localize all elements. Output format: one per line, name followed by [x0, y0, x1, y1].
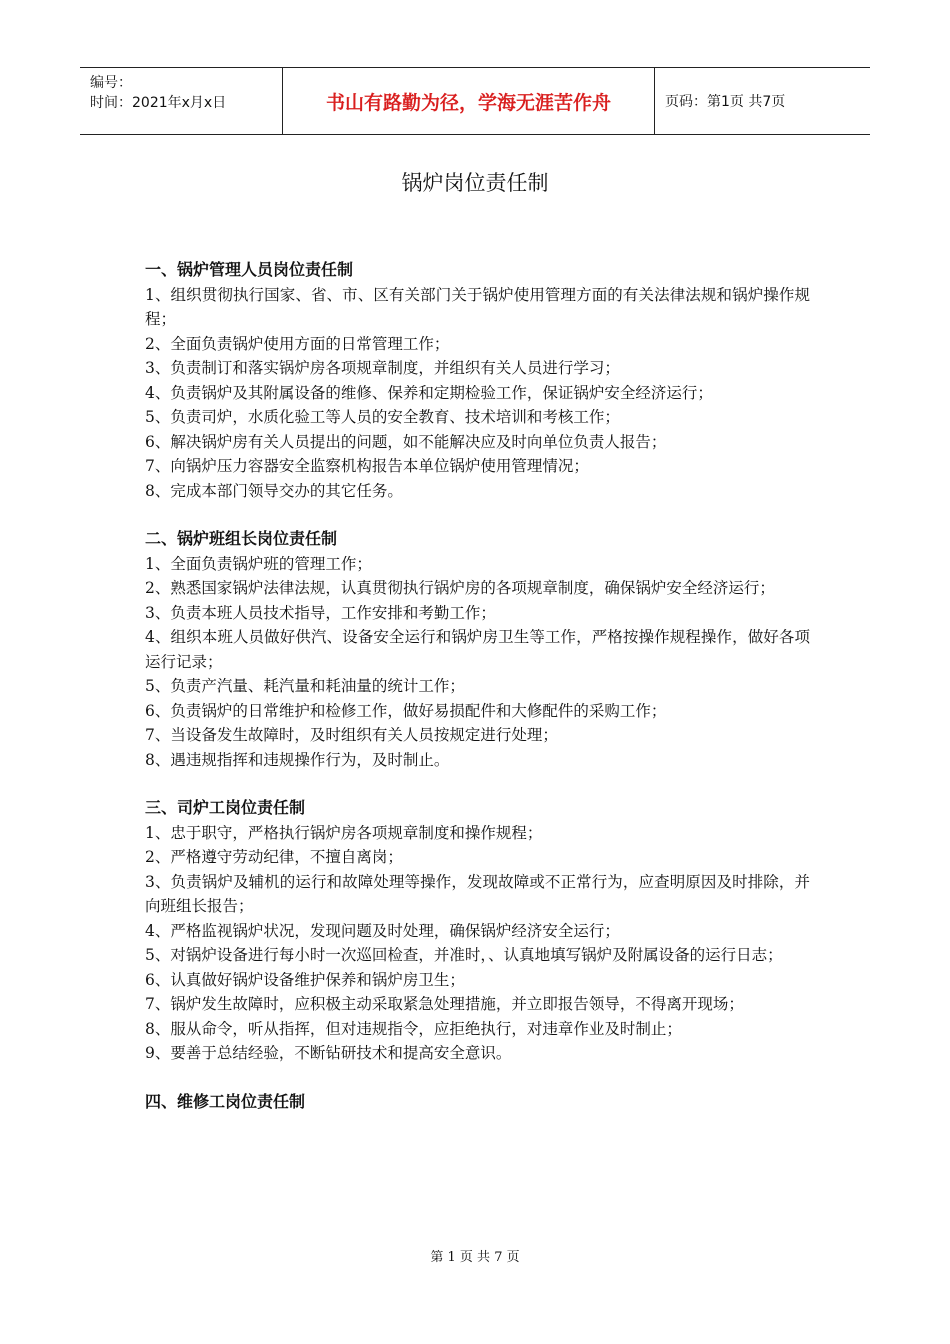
document-title: 锅炉岗位责任制 [401, 171, 549, 195]
section [145, 527, 810, 772]
section-heading: 二、锅炉班组长岗位责任制 [145, 529, 338, 548]
list-item: 4、严格监视锅炉状况，发现问题及时处理，确保锅炉经济安全运行； [145, 921, 620, 940]
list-item: 7、锅炉发生故障时，应积极主动采取紧急处理措施，并立即报告领导，不得离开现场； [145, 995, 744, 1013]
list-item: 8、完成本部门领导交办的其它任务。 [145, 481, 403, 500]
list-item: 8、服从命令，听从指挥，但对违规指令，应拒绝执行，对违章作业及时制止； [145, 1019, 682, 1038]
number-label: 编号： [90, 75, 132, 91]
header-meta [80, 68, 282, 134]
section [145, 258, 810, 503]
list-item: 5、对锅炉设备进行每小时一次巡回检查，并准时，、认真地填写锅炉及附属设备的运行日志； [145, 946, 783, 964]
list-item: 3、负责制订和落实锅炉房各项规章制度，并组织有关人员进行学习； [145, 359, 620, 377]
list-item: 5、负责产汽量、耗汽量和耗油量的统计工作； [145, 677, 465, 695]
page-header [80, 67, 870, 135]
list-item: 9、要善于总结经验，不断钻研技术和提高安全意识。 [145, 1044, 512, 1062]
header-motto: 书山有路勤为径，学海无涯苦作舟 [282, 68, 655, 134]
list-item: 7、向锅炉压力容器安全监察机构报告本单位锅炉使用管理情况； [145, 457, 589, 475]
list-item: 3、负责锅炉及辅机的运行和故障处理等操作，发现故障或不正常行为，应查明原因及时排除，并向班组长报告； [145, 872, 810, 915]
list-item: 1、组织贯彻执行国家、省、市、区有关部门关于锅炉使用管理方面的有关法律法规和锅炉操作规程； [145, 285, 810, 328]
list-item: 2、熟悉国家锅炉法律法规，认真贯彻执行锅炉房的各项规章制度，确保锅炉安全经济运行； [145, 579, 775, 597]
section [145, 796, 810, 1066]
list-item: 2、全面负责锅炉使用方面的日常管理工作； [145, 334, 450, 353]
date-label: 时间：2021年x月x日 [90, 95, 227, 111]
list-item: 6、认真做好锅炉设备维护保养和锅炉房卫生； [145, 970, 465, 989]
section-heading: 三、司炉工岗位责任制 [145, 798, 306, 817]
list-item: 6、负责锅炉的日常维护和检修工作，做好易损配件和大修配件的采购工作； [145, 701, 667, 720]
page-footer: 第 1 页 共 7 页 [430, 1250, 520, 1265]
list-item: 6、解决锅炉房有关人员提出的问题，如不能解决应及时向单位负责人报告； [145, 432, 667, 451]
section-heading: 一、锅炉管理人员岗位责任制 [145, 260, 354, 279]
list-item: 4、组织本班人员做好供汽、设备安全运行和锅炉房卫生等工作，严格按操作规程操作，做好各项运行记录； [145, 628, 810, 671]
list-item: 3、负责本班人员技术指导，工作安排和考勤工作； [145, 603, 496, 622]
list-item: 2、严格遵守劳动纪律，不擅自离岗； [145, 848, 403, 866]
list-item: 1、忠于职守，严格执行锅炉房各项规章制度和操作规程； [145, 823, 543, 842]
list-item: 7、当设备发生故障时，及时组织有关人员按规定进行处理； [145, 726, 558, 744]
list-item: 4、负责锅炉及其附属设备的维修、保养和定期检验工作，保证锅炉安全经济运行； [145, 383, 713, 402]
section [145, 1090, 810, 1115]
list-item: 5、负责司炉，水质化验工等人员的安全教育、技术培训和考核工作； [145, 408, 620, 426]
document-body [145, 258, 810, 1138]
list-item: 1、全面负责锅炉班的管理工作； [145, 554, 372, 573]
header-page-number: 页码：第1页 共7页 [665, 94, 786, 110]
list-item: 8、遇违规指挥和违规操作行为，及时制止。 [145, 750, 450, 769]
section-heading: 四、维修工岗位责任制 [145, 1091, 306, 1111]
